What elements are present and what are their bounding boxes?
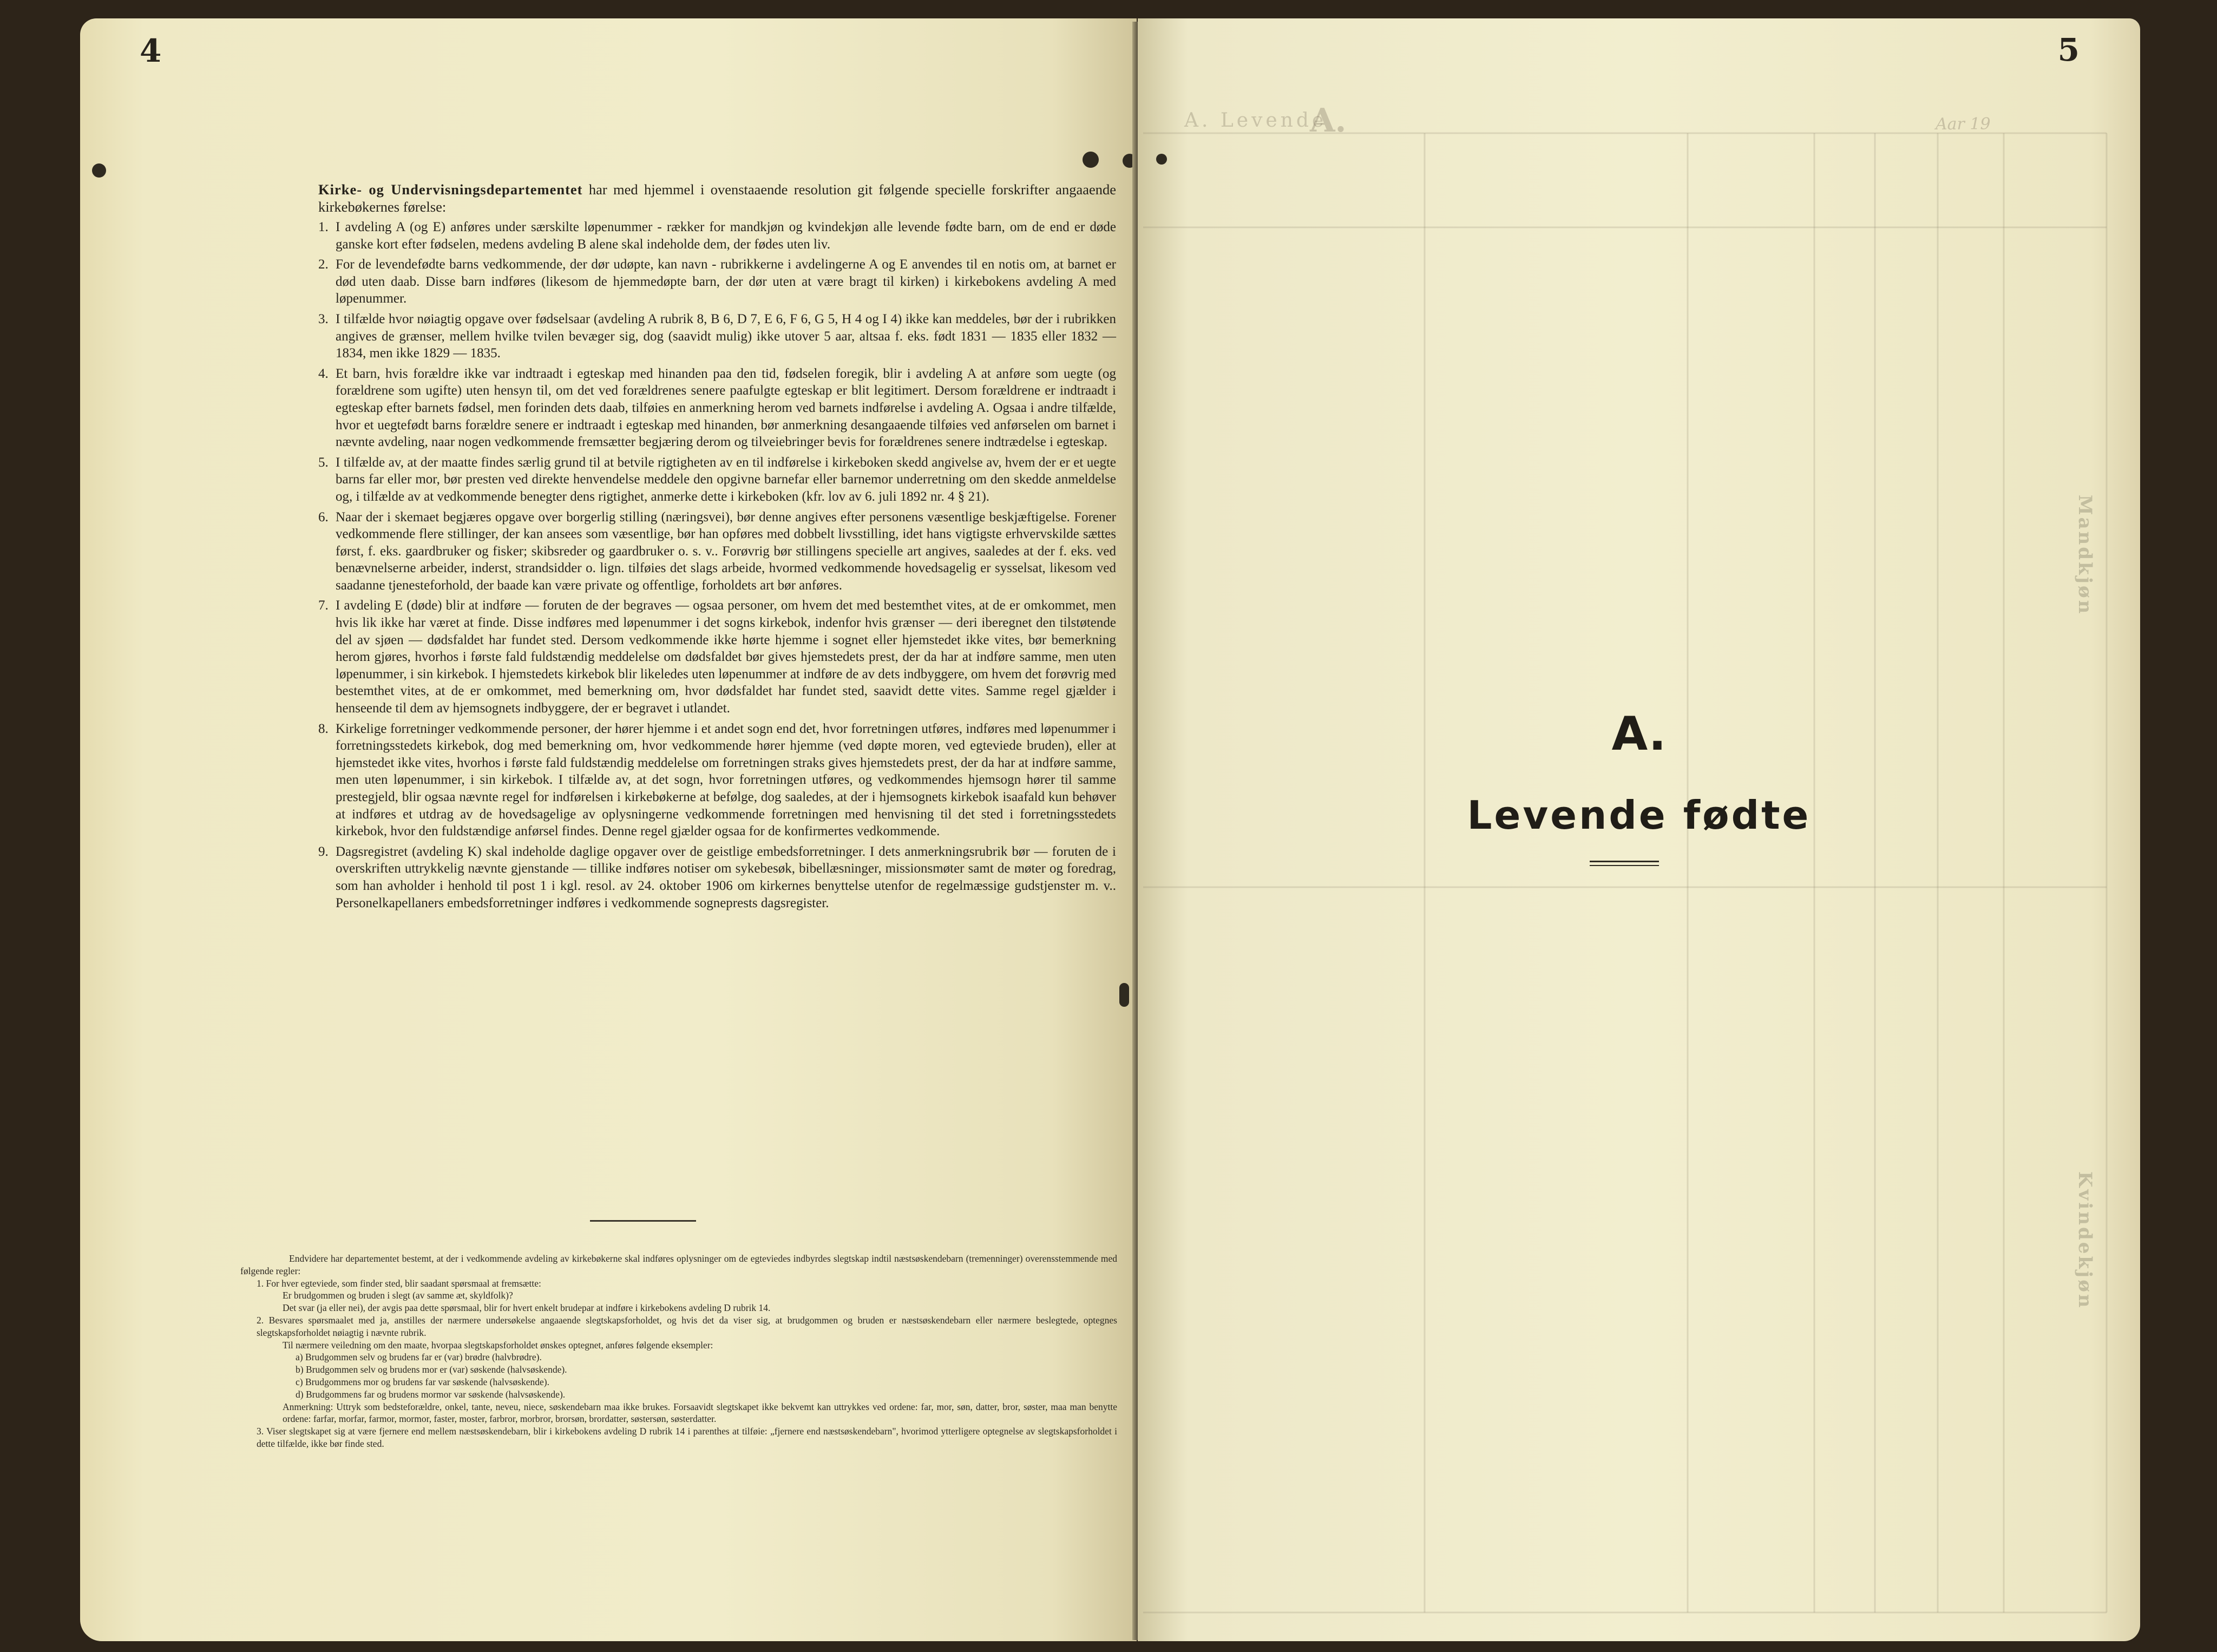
binding-hole-icon [1083, 152, 1099, 168]
supplement-rule-3: 3. Viser slegtskapet sig at være fjernere end mellem næstsøskendebarn, blir i kirkebokens avdeling D rubrik 14 i parenthes at tilføie: „fjernere end næstsøskendebarn", hvorimod ytterligere optegnelse av slegtskapsforholdet i dette tilfælde, ikke bør finde sted. [257, 1426, 1117, 1449]
rule-number: 7. [318, 598, 329, 613]
rule-text: Naar der i skemaet begjæres opgave over borgerlig stilling (næringsvei), bør denne angives efter personens væsentlige beskjæftigelse. Forener vedkommende flere stillinger, der kan ansees som væsentlige, bør han opføres med dobbelt livsstilling, idet hans vigtigste erhvervskilde sættes først, f. eks. gaardbruker og fisker; skibsreder og gaardbruker o. s. v.. Forøvrig bør stillingens specielle art angives, saaledes at der f. eks. ved benævnelserne arbeider, inderst, strandsidder o. lign. tilføies det slags arbeide, hvormed vedkommende hovedsagelig er sysselsat, likesom ved saadanne tjenesteforhold, der baade kan være private og offentlige, forholdets art bør anføres. [336, 509, 1116, 593]
rule-item [318, 454, 1116, 506]
bleed-through-letter: A. [1310, 102, 1347, 140]
instructions-heading [318, 181, 1116, 215]
rule-item [318, 219, 1116, 253]
right-page [1138, 18, 2140, 1641]
rule-text: I tilfælde hvor nøiagtig opgave over fødselsaar (avdeling A rubrik 8, B 6, D 7, E 6, F 6, G 5, H 4 og I 4) ikke kan meddeles, bør der i rubrikken angives de grænser, mellem hvilke tvilen bevæger sig, dog (saavidt mulig) ikke utover 5 aar, altsaa f. eks. født 1831 — 1835 eller 1832 — 1834, men ikke 1829 — 1835. [336, 311, 1116, 361]
rule-text: I avdeling E (døde) blir at indføre — foruten de der begraves — ogsaa personer, om hvem det med bestemthet vites, at de er omkommet, men hvis lik ikke har været at finde. Disse indføres med løpenummer i det sogns kirkebok, indenfor hvis grænser — deri iberegnet den tilstøtende del av sjøen — dødsfaldet har fundet sted. Dersom vedkommende ikke hørte hjemme i sognet eller hjemstedet ikke vites, bør bemerkning herom gjøres, hvorhos i første fald fuldstændig meddelelse om dødsfaldet bør gives hjemstedets prest, der da har at indføre samme, men uten løpenummer, i sin kirkebok. I hjemstedets kirkebok blir likeledes uten løpenummer at indføre de av dets indbyggere, om hvem det forøvrig med bestemthet vites, at de er omkommet, med bemerkning om, hvor dødsfaldet har fundet sted, saavidt dette vites. Samme regel gjælder i henseende til dem av hjemsognets indbyggere, der er begravet i utlandet. [336, 598, 1116, 716]
section-title: Levende fødte [1467, 792, 1811, 838]
rule-text: Kirkelige forretninger vedkommende personer, der hører hjemme i et andet sogn end det, hvor forretningen utføres, indføres med løpenummer i forretningsstedets kirkebok, dog med bemerkning om, hvor vedkommende hører hjemme (ved døpte moren, ved egteviede bruden), eller at hjemstedet ikke vites, hvorhos i første fald fuldstændig meddelelse om forretningen straks gives hjemstedets prest, der da har at indføre samme, men uten løpenummer, i sin kirkebok. I tilfælde av, at det sogn, hvor forretningen utføres, og vedkommendes hjemsogn hører til samme prestegjeld, blir ogsaa nævnte regel for indførelsen i kirkebøkerne at befølge, dog saaledes, at der i hjemsognets kirkebok isaafald kun behøver at indføres et utdrag av de hovedsagelige av oplysningerne vedkommende forretningen med henvisning til det sted i forretningsstedets kirkebok, hvor den fuldstændige anførsel findes. Denne regel gjælder ogsaa for de konfirmertes vedkommende. [336, 721, 1116, 839]
supplement-example: b) Brudgommen selv og brudens mor er (var) søskende (halvsøskende). [296, 1364, 567, 1375]
bleed-through-side-label: Mandkjøn [2074, 495, 2096, 616]
supplement-rule-1: 1. For hver egteviede, som finder sted, blir saadant spørsmaal at fremsætte: [257, 1277, 541, 1289]
bleed-through-header: A. Levende [1184, 109, 1327, 132]
rule-item [318, 365, 1116, 451]
instructions-block [318, 181, 1116, 912]
supplement-rule-1-answer: Det svar (ja eller nei), der avgis paa dette spørsmaal, blir for hvert enkelt brudepar at indføre i kirkebokens avdeling D rubrik 14. [283, 1302, 771, 1314]
heading-department: Kirke- og Undervisningsdepartementet [318, 181, 583, 198]
title-underline [1590, 861, 1659, 862]
supplement-intro: Endvidere har departementet bestemt, at der i vedkommende avdeling av kirkebøkerne skal indføres oplysninger om de egteviedes indbyrdes slegtskap indtil næstsøskendebarn (tremenninger) overensstemmende med følgende regler: [240, 1253, 1117, 1276]
section-divider [590, 1220, 696, 1222]
supplement-note: Anmerkning: Uttryk som bedsteforældre, onkel, tante, neveu, niece, søskendebarn maa ikke brukes. Forsaavidt slegtskapet ikke bekvemt kan uttrykkes ved ordene: far, mor, søn, datter, bror, søster, maa man benytte ordene: farfar, morfar, farmor, mormor, faster, moster, farbror, morbror, brorsøn, brordatter, søstersøn, søsterdatter. [283, 1401, 1117, 1425]
section-letter: A. [1611, 707, 1667, 761]
binding-thread-icon [1119, 983, 1129, 1007]
supplement-example: a) Brudgommen selv og brudens far er (var) brødre (halvbrødre). [296, 1352, 542, 1363]
bleed-through-side-label: Kvindekjøn [2074, 1171, 2096, 1310]
page-number-right: 5 [2057, 31, 2080, 68]
supplement-example: d) Brudgommens far og brudens mormor var søskende (halvsøskende). [296, 1388, 566, 1400]
supplement-rule-2-guidance: Til nærmere veiledning om den maate, hvorpaa slegtskapsforholdet ønskes optegnet, anføres følgende eksempler: [283, 1339, 713, 1351]
rule-text: Et barn, hvis forældre ikke var indtraadt i egteskap med hinanden paa den tid, fødselen foregik, blir i avdeling A at anføre som uegte (og forældrene som ugifte) uten hensyn til, om det ved forældrenes senere paafulgte egteskap er blit legitimert. Dersom forældrene er indtraadt i egteskap efter barnets fødsel, men forinden dets daab, tilføies en anmerkning herom ved barnets indførelse i avdeling A. Ogsaa i andre tilfælde, hvor et uegtefødt barns forældre senere er indtraadt i egteskap med hinanden, bør anmerkning desangaaende tilføies ved anførselen om barnet i nævnte avdeling, naar nogen vedkommende fremsætter begjæring derom og tilveiebringer bevis for forældrenes senere indtrædelse i egteskap. [336, 366, 1116, 450]
rule-number: 3. [318, 311, 329, 326]
rule-number: 1. [318, 220, 329, 234]
supplement-rule-1-question: Er brudgommen og bruden i slegt (av samme æt, skyldfolk)? [283, 1290, 513, 1301]
binding-hole-icon [92, 163, 106, 178]
rule-item [318, 256, 1116, 307]
rule-number: 6. [318, 509, 329, 525]
rule-number: 2. [318, 257, 329, 272]
supplement-rule-2: 2. Besvares spørsmaalet med ja, anstilles der nærmere undersøkelse angaaende slegtskapsforholdet, og hvis det da viser sig, at brudgommen og bruden er næstsøskendebarn eller nærmere beslegtede, optegnes slegtskapsforholdet nøiagtig i nævnte rubrik. [257, 1314, 1117, 1338]
rule-number: 5. [318, 455, 329, 470]
rule-item [318, 311, 1116, 362]
rule-item [318, 597, 1116, 717]
supplement-block [240, 1253, 1117, 1450]
supplement-example: c) Brudgommens mor og brudens far var søskende (halvsøskende). [296, 1376, 549, 1387]
rule-number: 8. [318, 721, 329, 736]
rule-number: 4. [318, 366, 329, 381]
rule-text: I tilfælde av, at der maatte findes særlig grund til at betvile rigtigheten av en til indførelse i kirkeboken skedd angivelse av, hvem der er et uegte barns far eller mor, bør presten ved direkte henvendelse meddele den opgivne barnefar eller barnemor underretning om den skedde anmeldelse og, i tilfælde av at vedkommende benegter dens rigtighet, anmerke dette i kirkeboken (kfr. lov av 6. juli 1892 nr. 4 § 21). [336, 455, 1116, 504]
bleed-through-year: Aar 19 [1936, 115, 1991, 134]
rule-item [318, 843, 1116, 912]
rule-text: I avdeling A (og E) anføres under særskilte løpenummer - rækker for mandkjøn og kvindekjøn alle levende fødte barn, om de end er døde ganske kort efter fødselen, medens avdeling B alene skal indeholde dem, der fødes uten liv. [336, 220, 1116, 252]
rule-text: For de levendefødte barns vedkommende, der dør udøpte, kan navn - rubrikkerne i avdelingerne A og E anvendes til en notis om, at barnet er død uten daab. Disse barn indføres (likesom de hjemmedøpte barn, der dør uten at være bragt til kirken) i kirkebokens avdeling A med løpenummer. [336, 257, 1116, 306]
rule-item [318, 720, 1116, 840]
title-underline [1590, 865, 1659, 866]
binding-hole-icon [1156, 154, 1167, 165]
left-page [80, 18, 1137, 1641]
rule-text: Dagsregistret (avdeling K) skal indeholde daglige opgaver over de geistlige embedsforretninger. I dets anmerkningsrubrik bør — foruten de i overskriften uttrykkelig nævnte gjenstande — tillike indføres notiser om sykebesøk, bibellæsninger, missionsmøter samt de møter og foredrag, som han avholder i henhold til post 1 i kgl. resol. av 24. oktober 1906 om kirkernes benyttelse utenfor de regelmæssige gudstjenster m. v.. Personelkapellaners embedsforretninger indføres i vedkommende sogneprests dagsregister. [336, 844, 1116, 910]
rule-item [318, 509, 1116, 594]
page-number-left: 4 [140, 32, 162, 69]
rule-number: 9. [318, 844, 329, 859]
heading-text: har med hjemmel i ovenstaaende resolution git følgende specielle forskrifter angaaende kirkebøkernes førelse: [318, 181, 1116, 215]
